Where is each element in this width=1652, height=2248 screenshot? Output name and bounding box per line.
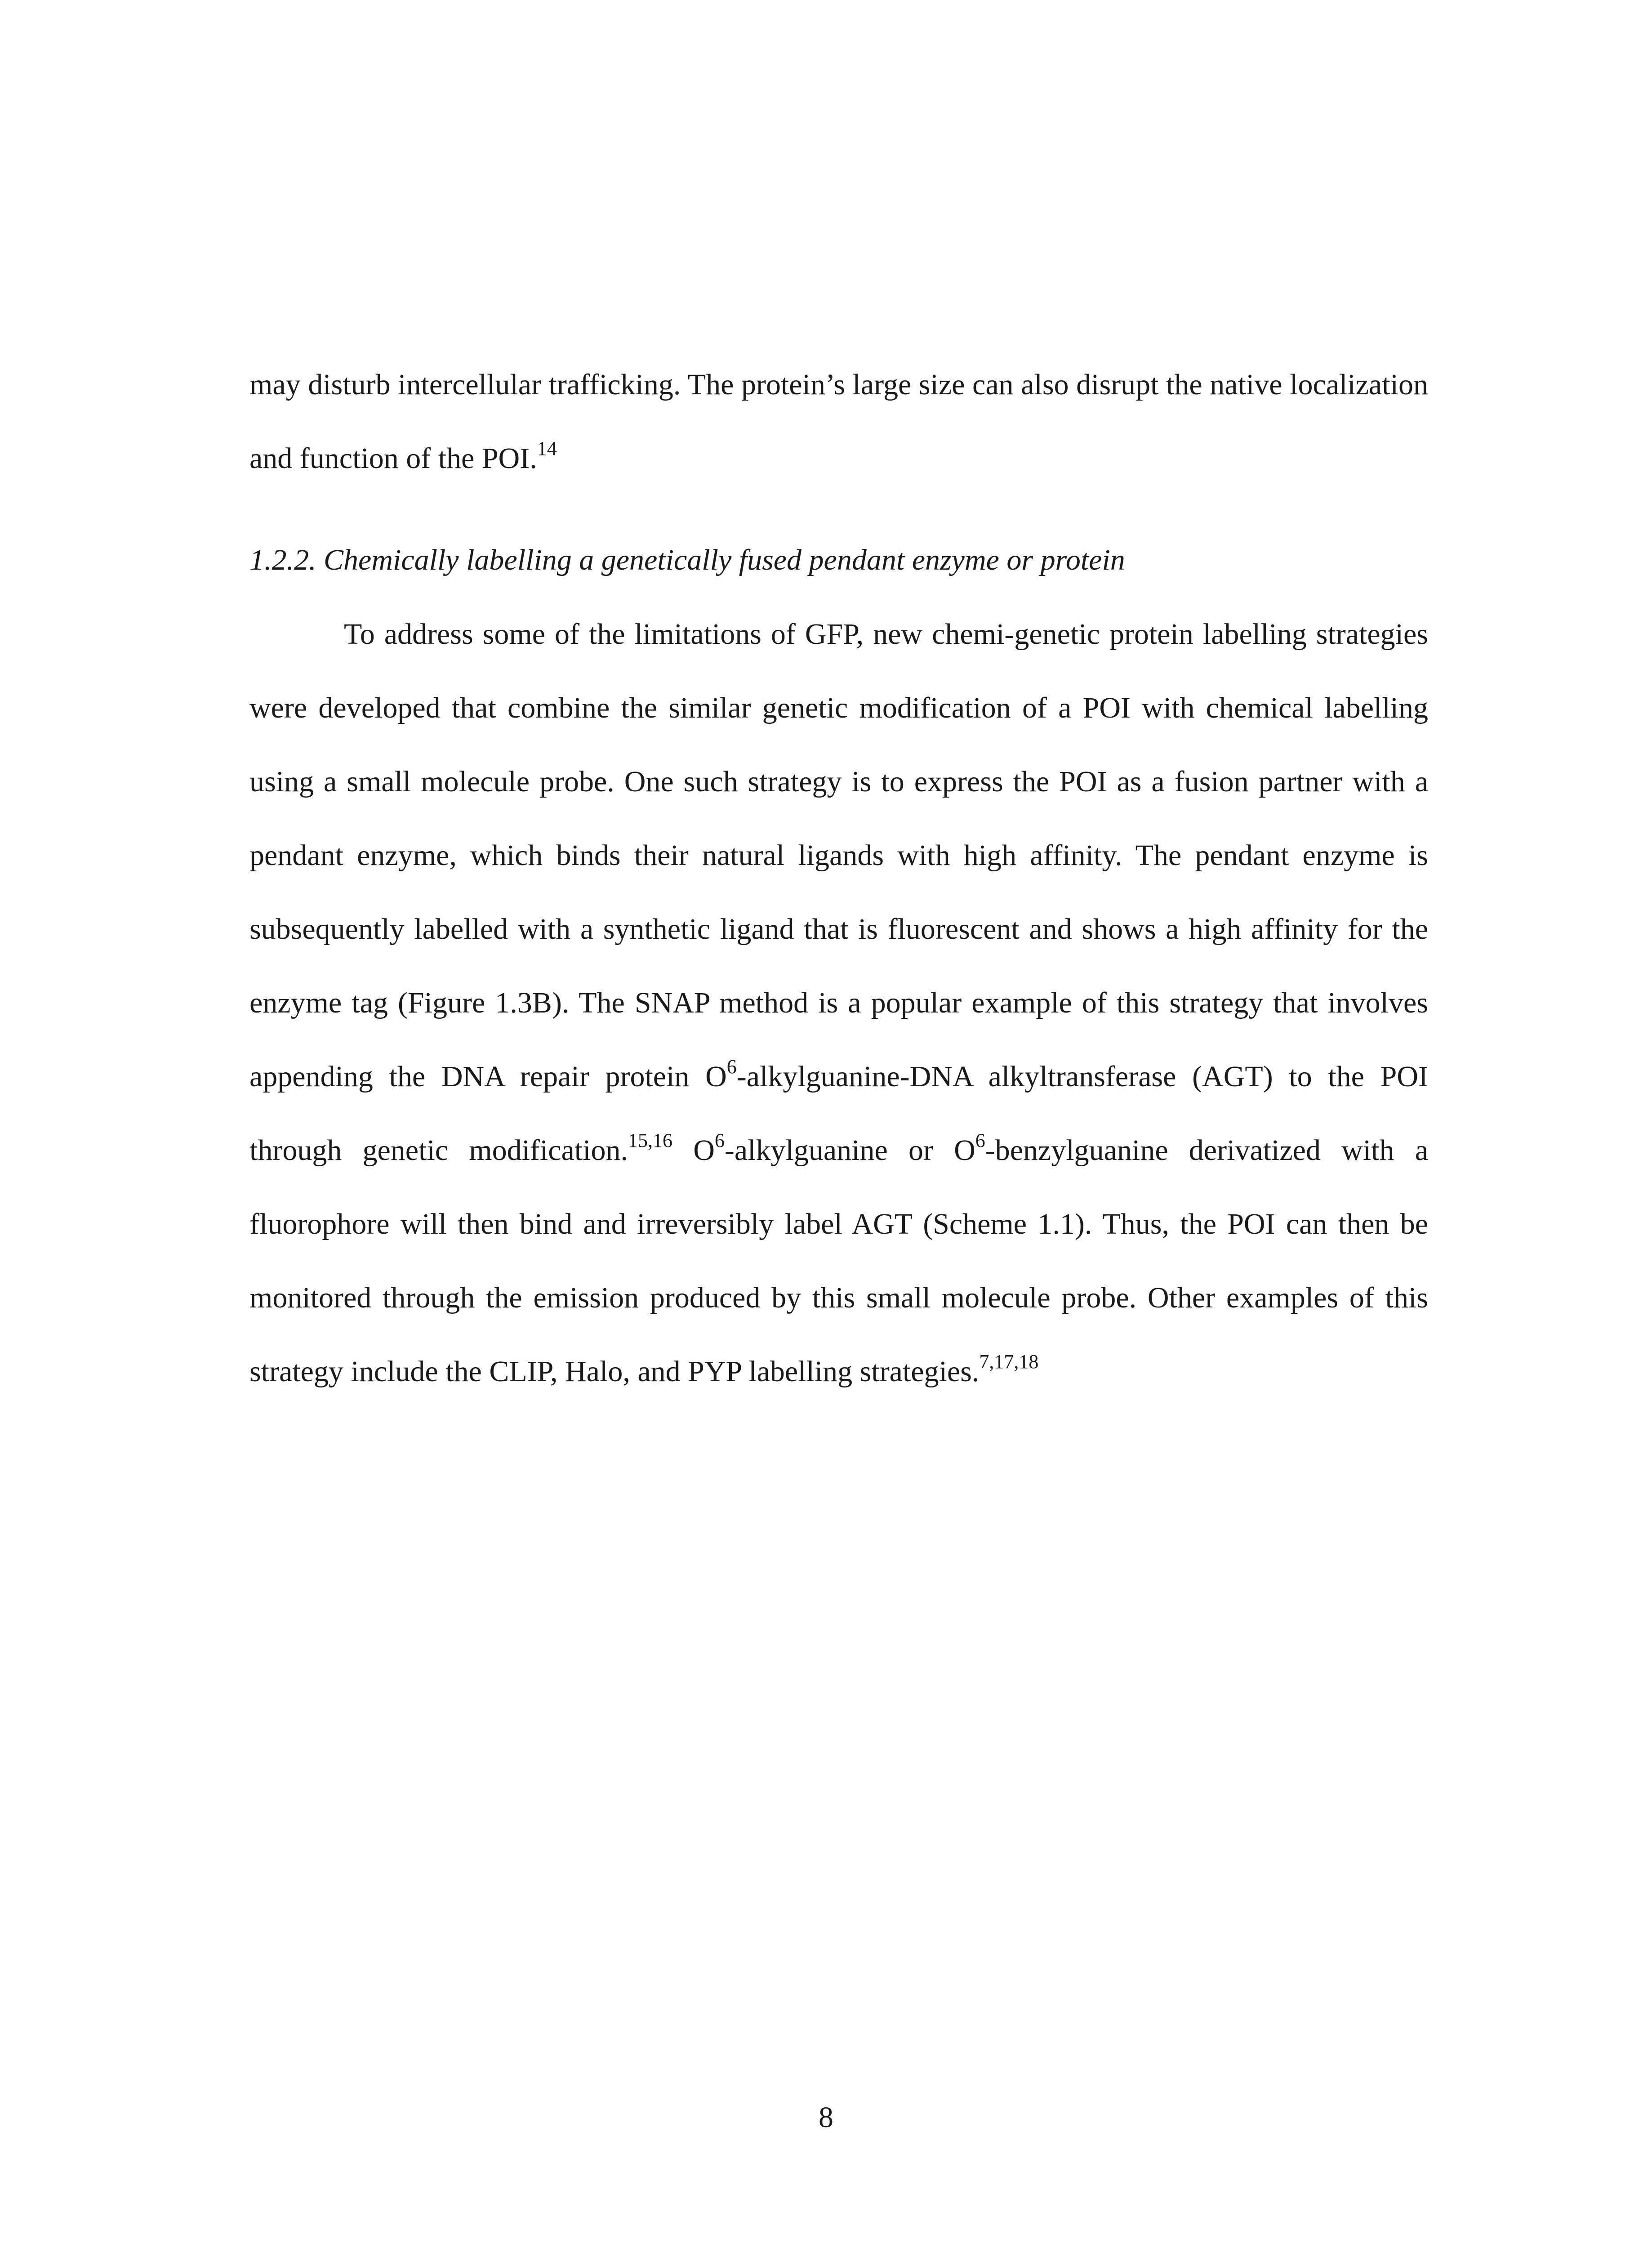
- superscript-6: 6: [726, 1056, 737, 1078]
- paragraph-text: -benzylguanine derivatized with a fluorophore will then bind and irreversibly label AGT (Scheme 1.1). Thus, the POI can then be monitored through the emission produced by this small molecule probe. Other examples of this strategy include the CLIP, Halo, and PYP labelling strategies.: [249, 1134, 1428, 1388]
- superscript-6: 6: [975, 1129, 985, 1151]
- paragraph-text: -alkylguanine-DNA alkyltransferase (AGT) to the POI through genetic modification.: [249, 1060, 1428, 1167]
- paragraph-text: may disturb intercellular trafficking. The protein’s large size can also disrupt the native localization and function of the POI.: [249, 368, 1428, 475]
- body-paragraph: [249, 598, 1428, 1409]
- paragraph-text: -alkylguanine or O: [724, 1134, 975, 1167]
- section-heading: 1.2.2. Chemically labelling a genetically fused pendant enzyme or protein: [249, 544, 1125, 576]
- reference-superscript: 15,16: [628, 1129, 673, 1151]
- body-paragraph-continued: [249, 348, 1428, 495]
- page-number: 8: [819, 2101, 833, 2134]
- paragraph-text: O: [672, 1134, 715, 1167]
- reference-superscript: 14: [537, 437, 557, 459]
- reference-superscript: 7,17,18: [979, 1351, 1039, 1373]
- paragraph-text: To address some of the limitations of GFP, new chemi-genetic protein labelling strategies were developed that combine the similar genetic modification of a POI with chemical labelling using a small molecule probe. One such strategy is to express the POI as a fusion partner with a pendant enzyme, which binds their natural ligands with high affinity. The pendant enzyme is subsequently labelled with a synthetic ligand that is fluorescent and shows a high affinity for the enzyme tag (Figure 1.3B). The SNAP method is a popular example of this strategy that involves appending the DNA repair protein O: [249, 618, 1428, 1093]
- superscript-6: 6: [714, 1129, 725, 1151]
